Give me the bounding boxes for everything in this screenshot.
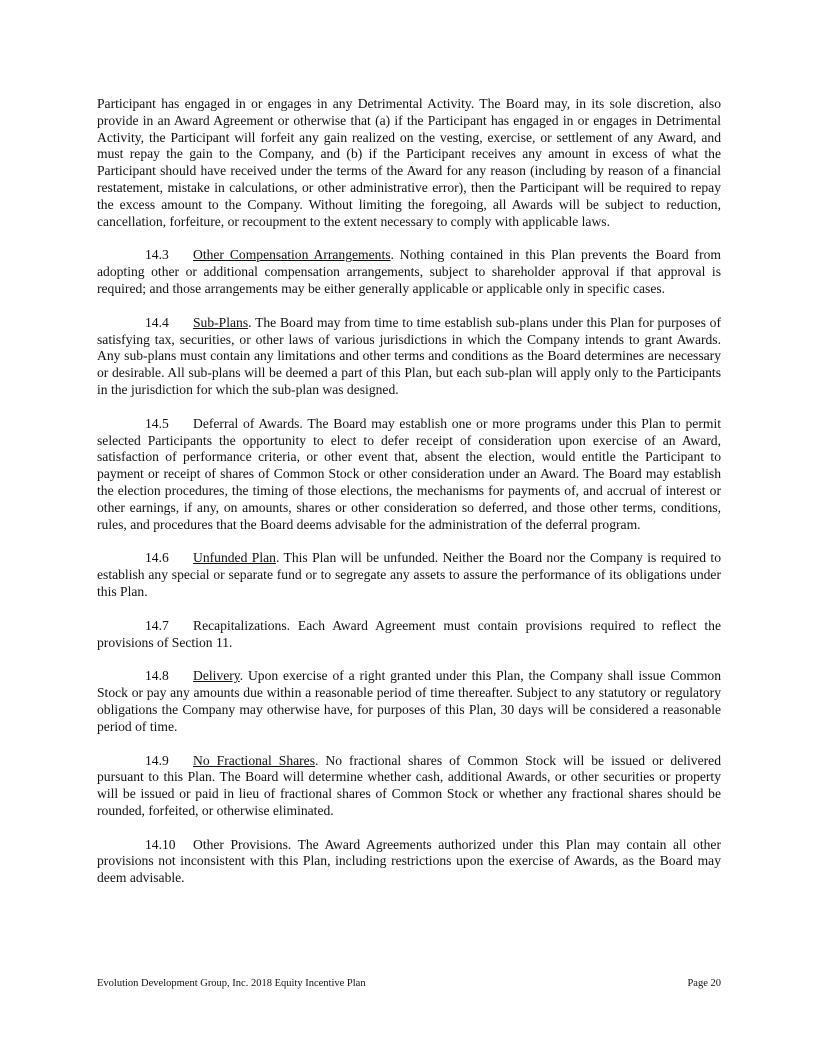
section-text: Other Provisions. The Award Agreements authorized under this Plan may contain all other provisions not inconsistent with this Plan, including restrictions upon the exercise of Awards, as the Board may deem advisable.: [97, 836, 721, 886]
section-14-10: [97, 837, 721, 887]
section-text: . Upon exercise of a right granted under this Plan, the Company shall issue Common Stock or pay any amounts due within a reasonable period of time thereafter. Subject to any statutory or regulatory obligations the Company may otherwise have, for purposes of this Plan, 30 days will be considered a reasonable period of time.: [97, 668, 721, 734]
section-14-8: [97, 668, 721, 735]
section-14-6: [97, 550, 721, 600]
section-14-4: [97, 315, 721, 399]
section-title: Unfunded Plan: [193, 550, 276, 566]
section-number: 14.5: [145, 415, 169, 431]
page-number: Page 20: [687, 978, 721, 989]
section-14-9: [97, 753, 721, 820]
footer-plan-name: Evolution Development Group, Inc. 2018 Equity Incentive Plan: [97, 978, 366, 989]
intro-paragraph: Participant has engaged in or engages in any Detrimental Activity. The Board may, in its sole discretion, also provide in an Award Agreement or otherwise that (a) if the Participant has engaged in or engages in Detrimental Activity, the Participant will forfeit any gain realized on the vesting, exercise, or settlement of any Award, and must repay the gain to the Company, and (b) if the Participant receives any amount in excess of what the Participant should have received under the terms of the Award for any reason (including by reason of a financial restatement, mistake in calculations, or other administrative error), then the Participant will be required to repay the excess amount to the Company. Without limiting the foregoing, all Awards will be subject to reduction, cancellation, forfeiture, or recoupment to the extent necessary to comply with applicable laws.: [97, 96, 721, 229]
section-number: 14.10: [145, 836, 176, 852]
section-title: No Fractional Shares: [193, 752, 315, 768]
section-14-5: [97, 416, 721, 534]
section-title: Other Compensation Arrangements: [193, 247, 391, 263]
section-text: . This Plan will be unfunded. Neither the Board nor the Company is required to establish any special or separate fund or to segregate any assets to assure the performance of its obligations under this Plan.: [97, 550, 721, 599]
section-text: Recapitalizations. Each Award Agreement must contain provisions required to reflect the provisions of Section 11.: [97, 617, 721, 650]
page-footer: [97, 978, 721, 989]
section-number: 14.7: [145, 617, 169, 633]
section-text: Deferral of Awards. The Board may establish one or more programs under this Plan to permit selected Participants the opportunity to elect to defer receipt of consideration upon exercise of an Award, satisfaction of performance criteria, or other event that, absent the election, would entitle the Participant to payment or receipt of shares of Common Stock or other consideration under an Award. The Board may establish the election procedures, the timing of those elections, the mechanisms for payments of, and accrual of interest or other earnings, if any, on amounts, shares or other consideration so deferred, and those other terms, conditions, rules, and procedures that the Board deems advisable for the administration of the deferral program.: [97, 415, 721, 532]
section-14-7: [97, 618, 721, 652]
section-title: Delivery: [193, 668, 240, 684]
section-number: 14.4: [145, 314, 169, 330]
document-body: [97, 96, 721, 904]
section-text: . No fractional shares of Common Stock will be issued or delivered pursuant to this Plan. The Board will determine whether cash, additional Awards, or other securities or property will be issued or paid in lieu of fractional shares of Common Stock or whether any fractional shares should be rounded, forfeited, or otherwise eliminated.: [97, 752, 721, 818]
section-number: 14.8: [145, 668, 169, 684]
section-text: . Nothing contained in this Plan prevents the Board from adopting other or additional compensation arrangements, subject to shareholder approval if that approval is required; and those arrangements may be either generally applicable or applicable only in specific cases.: [97, 247, 721, 296]
section-14-3: [97, 247, 721, 297]
section-text: . The Board may from time to time establish sub-plans under this Plan for purposes of satisfying tax, securities, or other laws of various jurisdictions in which the Company intends to grant Awards. Any sub-plans must contain any limitations and other terms and conditions as the Board determines are necessary or desirable. All sub-plans will be deemed a part of this Plan, but each sub-plan will apply only to the Participants in the jurisdiction for which the sub-plan was designed.: [97, 314, 721, 397]
section-number: 14.9: [145, 752, 169, 768]
section-title: Sub-Plans: [193, 314, 249, 330]
section-number: 14.3: [145, 247, 169, 263]
section-number: 14.6: [145, 550, 169, 566]
